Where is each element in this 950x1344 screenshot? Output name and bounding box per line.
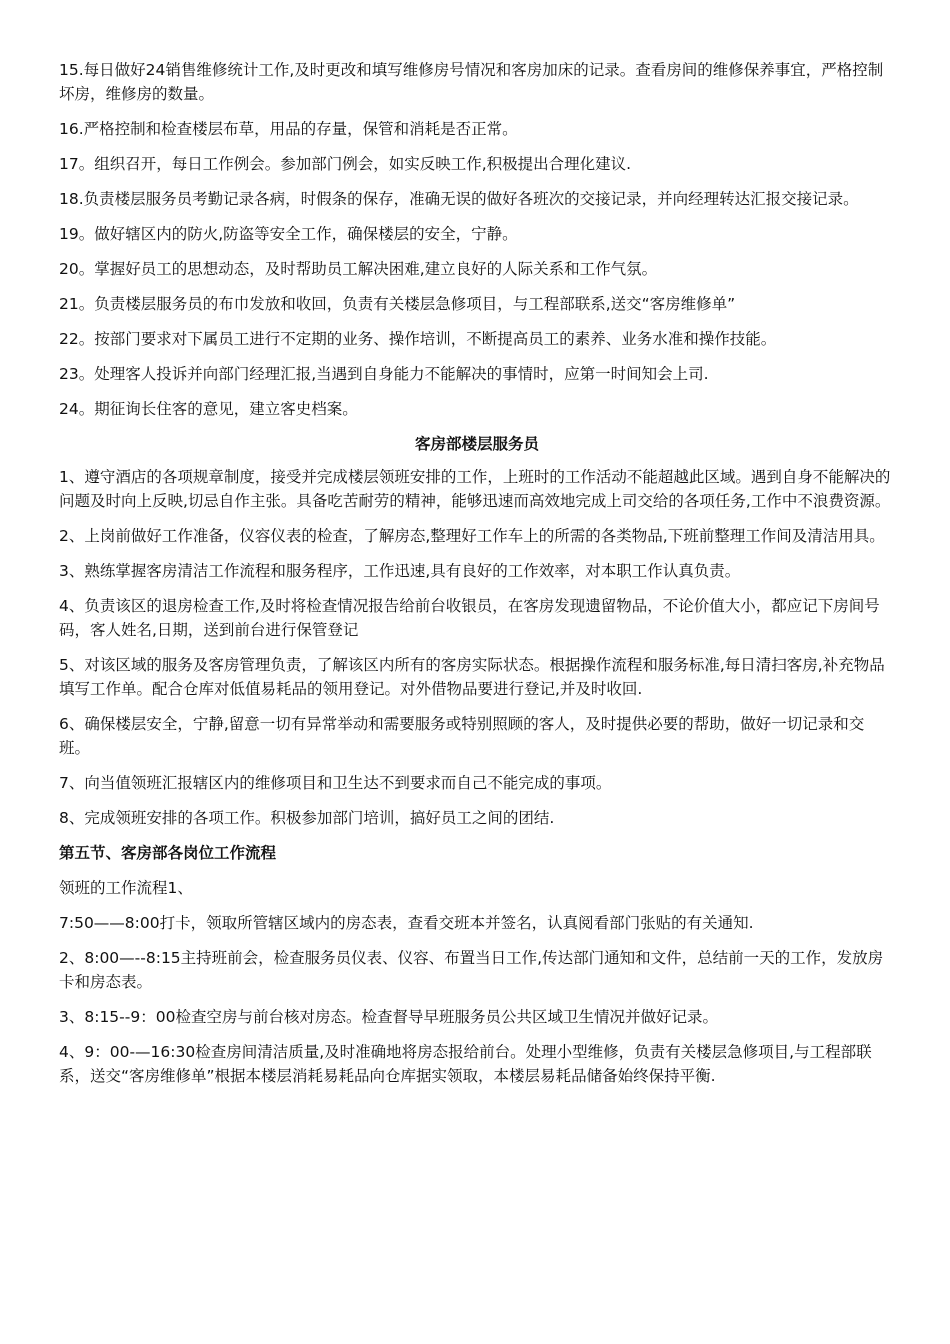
attendant-duty-8: 8、完成领班安排的各项工作。积极参加部门培训，搞好员工之间的团结.: [59, 809, 555, 827]
duty-item-15: 15.每日做好24销售维修统计工作,及时更改和填写维修房号情况和客房加床的记录。查看房间的维修保养事宜，严格控制坏房，维修房的数量。: [59, 61, 884, 103]
duty-item-22: 22。按部门要求对下属员工进行不定期的业务、操作培训，不断提高员工的素养、业务水准和操作技能。: [59, 330, 777, 348]
workflow-step-4: 4、9：00-—16:30检查房间清洁质量,及时准确地将房态报给前台。处理小型维修，负责有关楼层急修项目,与工程部联系，送交“客房维修单”根据本楼层消耗易耗品向仓库据实领取，本楼层易耗品储备始终保持平衡.: [59, 1043, 872, 1085]
duty-item-21: 21。负责楼层服务员的布巾发放和收回，负责有关楼层急修项目，与工程部联系,送交“客房维修单”: [59, 295, 736, 313]
duty-item-19: 19。做好辖区内的防火,防盗等安全工作，确保楼层的安全，宁静。: [59, 225, 518, 243]
section-title: 客房部楼层服务员: [414, 435, 539, 453]
duty-item-18: 18.负责楼层服务员考勤记录各病，时假条的保存，准确无误的做好各班次的交接记录，并向经理转达汇报交接记录。: [59, 190, 859, 208]
chapter-title: 第五节、客房部各岗位工作流程: [59, 844, 277, 862]
attendant-duty-7: 7、向当值领班汇报辖区内的维修项目和卫生达不到要求而自己不能完成的事项。: [59, 774, 612, 792]
workflow-intro: 领班的工作流程1、: [59, 879, 193, 897]
workflow-list: [59, 876, 895, 1088]
attendant-duty-2: 2、上岗前做好工作准备，仪容仪表的检查，了解房态,整理好工作车上的所需的各类物品,下班前整理工作间及清洁用具。: [59, 527, 885, 545]
duty-item-20: 20。掌握好员工的思想动态，及时帮助员工解决困难,建立良好的人际关系和工作气氛。: [59, 260, 658, 278]
workflow-step-2: 2、8:00—--8:15主持班前会，检查服务员仪表、仪容、布置当日工作,传达部门通知和文件，总结前一天的工作，发放房卡和房态表。: [59, 949, 884, 991]
duty-item-24: 24。期征询长住客的意见，建立客史档案。: [59, 400, 358, 418]
duty-item-16: 16.严格控制和检查楼层布草，用品的存量，保管和消耗是否正常。: [59, 120, 518, 138]
attendant-duty-5: 5、对该区域的服务及客房管理负责，了解该区内所有的客房实际状态。根据操作流程和服务标准,每日清扫客房,补充物品填写工作单。配合仓库对低值易耗品的领用登记。对外借物品要进行登记,并及时收回.: [59, 656, 885, 698]
workflow-step-3: 3、8:15--9：00检查空房与前台核对房态。检查督导早班服务员公共区域卫生情况并做好记录。: [59, 1008, 718, 1026]
duty-item-17: 17。组织召开，每日工作例会。参加部门例会，如实反映工作,积极提出合理化建议.: [59, 155, 632, 173]
attendant-duty-6: 6、确保楼层安全，宁静,留意一切有异常举动和需要服务或特别照顾的客人，及时提供必要的帮助，做好一切记录和交班。: [59, 715, 865, 757]
attendant-duty-4: 4、负责该区的退房检查工作,及时将检查情况报告给前台收银员，在客房发现遗留物品，不论价值大小，都应记下房间号码，客人姓名,日期，送到前台进行保管登记: [59, 597, 880, 639]
attendant-duty-3: 3、熟练掌握客房清洁工作流程和服务程序，工作迅速,具有良好的工作效率，对本职工作认真负责。: [59, 562, 741, 580]
duty-list-supervisor: [59, 58, 895, 421]
duty-list-attendant: [59, 465, 895, 830]
duty-item-23: 23。处理客人投诉并向部门经理汇报,当遇到自身能力不能解决的事情时，应第一时间知会上司.: [59, 365, 709, 383]
attendant-duty-1: 1、遵守酒店的各项规章制度，接受并完成楼层领班安排的工作，上班时的工作活动不能超越此区域。遇到自身不能解决的问题及时向上反映,切忌自作主张。具备吃苦耐劳的精神，能够迅速而高效地完成上司交给的各项任务,工作中不浪费资源。: [59, 468, 891, 510]
document-page: [59, 58, 895, 1099]
workflow-step-1: 7:50——8:00打卡，领取所管辖区域内的房态表，查看交班本并签名，认真阅看部门张贴的有关通知.: [59, 914, 754, 932]
